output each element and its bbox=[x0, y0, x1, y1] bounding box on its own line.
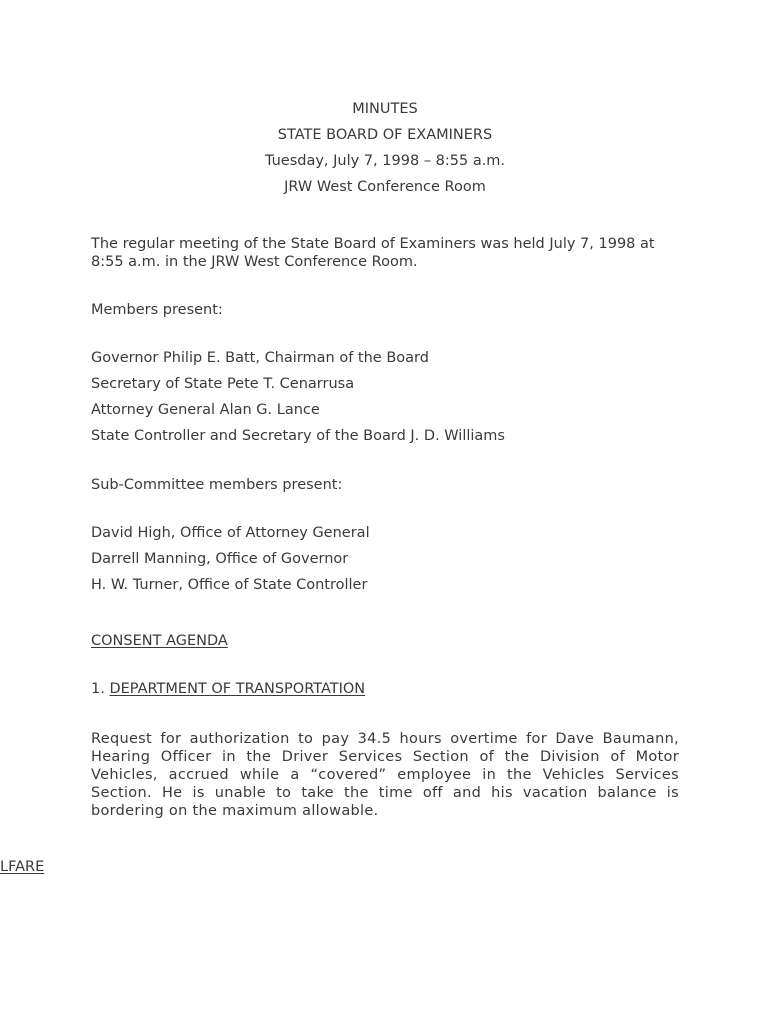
member-item: Secretary of State Pete T. Cenarrusa bbox=[91, 376, 355, 392]
agenda-item-body: Request for authorization to pay 34.5 hours overtime for Dave Baumann, Hearing Officer in the Driver Services Section of the Division of Motor Vehicles, accrued while a “covered” employee in the Vehicles Services Section. He is unable to take the time off and his vacation balance is bordering on the maximum allowable. bbox=[91, 731, 679, 819]
subcommittee-item: Darrell Manning, Office of Governor bbox=[91, 551, 349, 567]
meeting-location: JRW West Conference Room bbox=[284, 179, 486, 195]
stray-text-fragment: LFARE bbox=[0, 859, 45, 875]
intro-paragraph: The regular meeting of the State Board of Examiners was held July 7, 1998 at 8:55 a.m. in the JRW West Conference Room. bbox=[91, 236, 655, 270]
agenda-item-title: DEPARTMENT OF TRANSPORTATION bbox=[109, 681, 366, 697]
meeting-date: Tuesday, July 7, 1998 – 8:55 a.m. bbox=[264, 153, 506, 169]
subcommittee-item: David High, Office of Attorney General bbox=[91, 525, 370, 541]
member-item: State Controller and Secretary of the Board J. D. Williams bbox=[91, 428, 505, 444]
consent-agenda-heading: CONSENT AGENDA bbox=[91, 633, 228, 649]
agenda-item-heading bbox=[91, 681, 365, 697]
member-item: Attorney General Alan G. Lance bbox=[91, 402, 320, 418]
agenda-item-number: 1. bbox=[91, 681, 105, 697]
members-heading: Members present: bbox=[91, 302, 223, 318]
member-item: Governor Philip E. Batt, Chairman of the Board bbox=[91, 350, 429, 366]
doc-title: MINUTES bbox=[352, 101, 418, 117]
board-name: STATE BOARD OF EXAMINERS bbox=[277, 127, 493, 143]
subcommittee-item: H. W. Turner, Office of State Controller bbox=[91, 577, 368, 593]
subcommittee-heading: Sub-Committee members present: bbox=[91, 477, 343, 493]
